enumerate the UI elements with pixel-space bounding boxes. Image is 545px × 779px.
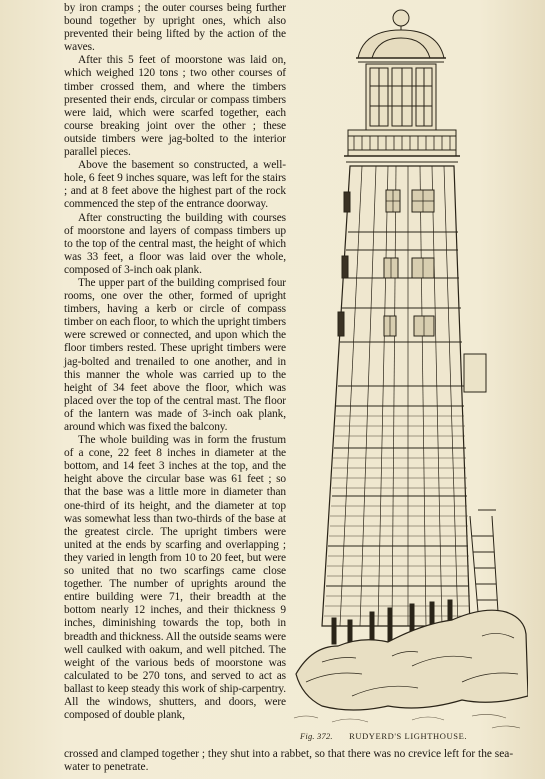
- paragraph: The upper part of the building comprised four rooms, one over the other, formed of upright timbers, having a kerb or circle of compass timber on each floor, to which the upright timbers were screwed or connected, and upon which the floor timbers rested. These upright timbers were jag-bolted and trenailed to one another, and in this manner the whole was carried up to the height of 34 feet above the floor, which was placed over the top of the central mast. The floor of the lantern was made of 3-inch oak plank, around which was fixed the balcony.: [64, 276, 286, 433]
- paragraph: After constructing the building with courses of moorstone and layers of compass timbers up to the top of the central mast, the height of which was 33 feet, a floor was laid over the whole, composed of 3-inch oak plank.: [64, 211, 286, 276]
- paragraph: by iron cramps ; the outer courses being further bound together by upright ones, which also prevented their being lifted by the action of the waves.: [64, 2, 286, 54]
- bottom-paragraph: crossed and clamped together ; they shut into a rabbet, so that there was no crevice left for the sea-water to penetrate.: [64, 748, 514, 774]
- paragraph: Above the basement so constructed, a well-hole, 6 feet 9 inches square, was left for the stairs ; and at 8 feet above the highest part of the rock commenced the step of the entrance doorway.: [64, 159, 286, 211]
- lighthouse-figure: [292, 6, 528, 736]
- paragraph: After this 5 feet of moorstone was laid on, which weighed 120 tons ; two other courses of timber crossed them, and where the timbers presented their ends, circular or compass timbers were laid, which were scarfed together, each course breaking joint over the other ; these outside timbers were jag-bolted to the interior parallel pieces.: [64, 54, 286, 159]
- figure-number: Fig. 372.: [300, 731, 333, 741]
- lighthouse-illustration: [292, 6, 528, 736]
- figure-caption: [300, 731, 530, 741]
- paragraph: The whole building was in form the frustum of a cone, 22 feet 8 inches in diameter at the bottom, and 14 feet 3 inches at the top, and the height above the circular base was 61 feet ; so that the base was a little more in diameter than one-third of its height, and the diameter at top was somewhat less than two-thirds of the base at the greatest circle. The upright timbers were united at the ends by scarfing and overlapping ; they varied in length from 10 to 20 feet, but were so united that no two scarfings came close together. The number of uprights around the entire building were 71, their breadth at the bottom nearly 12 inches, and their thickness 9 inches, diminishing towards the top, both in breadth and thickness. All the outside seams were well caulked with oakum, and well pitched. The weight of the various beds of moorstone was calculated to be 270 tons, and served to act as ballast to keep steady this work of ship-carpentry. All the windows, shutters, and doors, were composed of double plank,: [64, 434, 286, 722]
- text-column: [64, 2, 286, 722]
- figure-title: RUDYERD'S LIGHTHOUSE.: [349, 731, 468, 741]
- bottom-text-block: [64, 748, 534, 774]
